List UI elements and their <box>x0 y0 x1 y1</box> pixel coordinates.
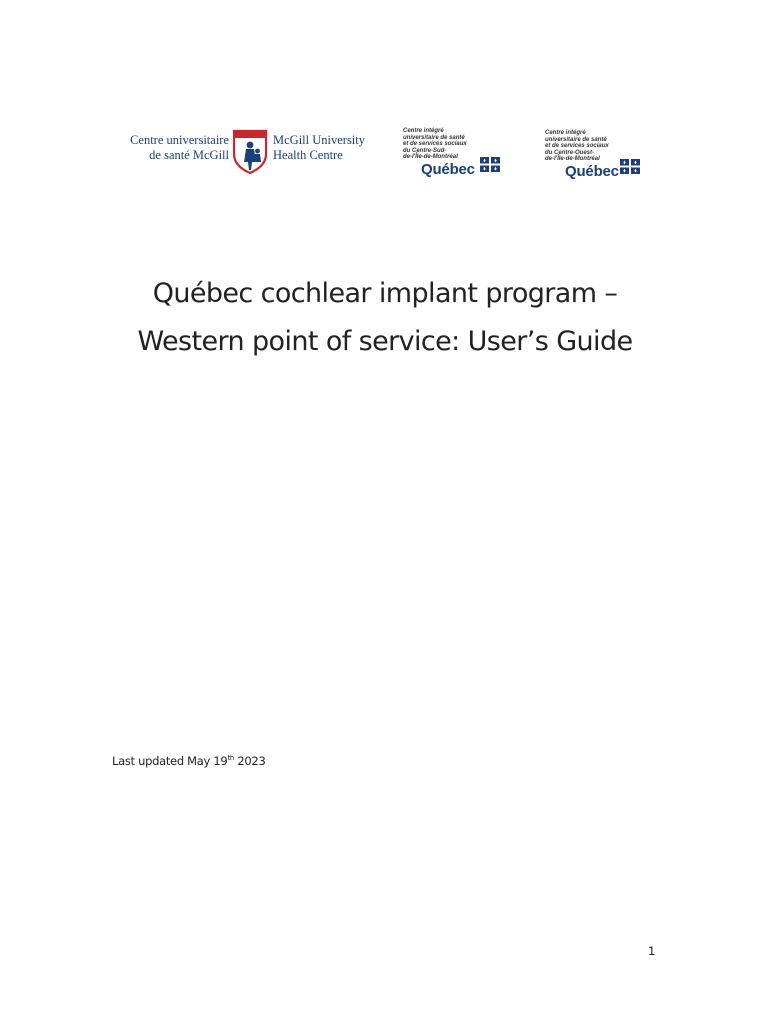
muhc-french-line-1: Centre universitaire <box>130 133 229 147</box>
ciusss-co-line-1: Centre intégré <box>545 130 586 136</box>
quebec-flag-icon <box>620 159 640 174</box>
ciusss-centre-sud-name <box>403 128 467 161</box>
muhc-french-name <box>130 133 229 163</box>
document-title <box>60 270 710 366</box>
muhc-logo <box>130 128 366 174</box>
document-title-line-1: Québec cochlear implant program – <box>152 278 618 309</box>
ciusss-cs-line-5: de-l'Île-de-Montréal <box>403 154 458 161</box>
quebec-wordmark: Québec <box>421 161 475 178</box>
ciusss-cs-line-2: universitaire de santé <box>403 134 465 141</box>
ciusss-cs-line-4: du Centre-Sud- <box>403 147 447 154</box>
ciusss-centre-sud-logo <box>403 128 513 180</box>
quebec-flag-icon <box>480 157 500 172</box>
ciusss-cs-line-1: Centre intégré <box>403 128 444 134</box>
last-updated-ordinal: th <box>227 754 235 763</box>
last-updated-date <box>112 754 265 768</box>
ciusss-co-line-3: et de services sociaux <box>545 143 609 150</box>
ciusss-co-line-4: du Centre-Ouest- <box>545 149 595 156</box>
page-number: 1 <box>648 944 656 958</box>
last-updated-year: 2023 <box>234 754 266 768</box>
ciusss-co-line-2: universitaire de santé <box>545 136 607 143</box>
quebec-wordmark: Québec <box>565 163 619 180</box>
last-updated-prefix: Last updated May 19 <box>112 754 228 768</box>
document-title-line-2: Western point of service: User’s Guide <box>137 326 633 357</box>
muhc-french-line-2: de santé McGill <box>149 148 229 162</box>
ciusss-cs-line-3: et de services sociaux <box>403 141 467 148</box>
muhc-english-line-1: McGill University <box>273 133 366 147</box>
ciusss-centre-ouest-logo <box>545 130 655 182</box>
muhc-english-name <box>273 133 365 163</box>
ciusss-centre-ouest-name <box>545 130 609 163</box>
ciusss-co-line-5: de-l'Île-de-Montréal <box>545 156 600 163</box>
muhc-emblem-icon <box>232 128 268 174</box>
muhc-english-line-2: Health Centre <box>273 148 343 162</box>
